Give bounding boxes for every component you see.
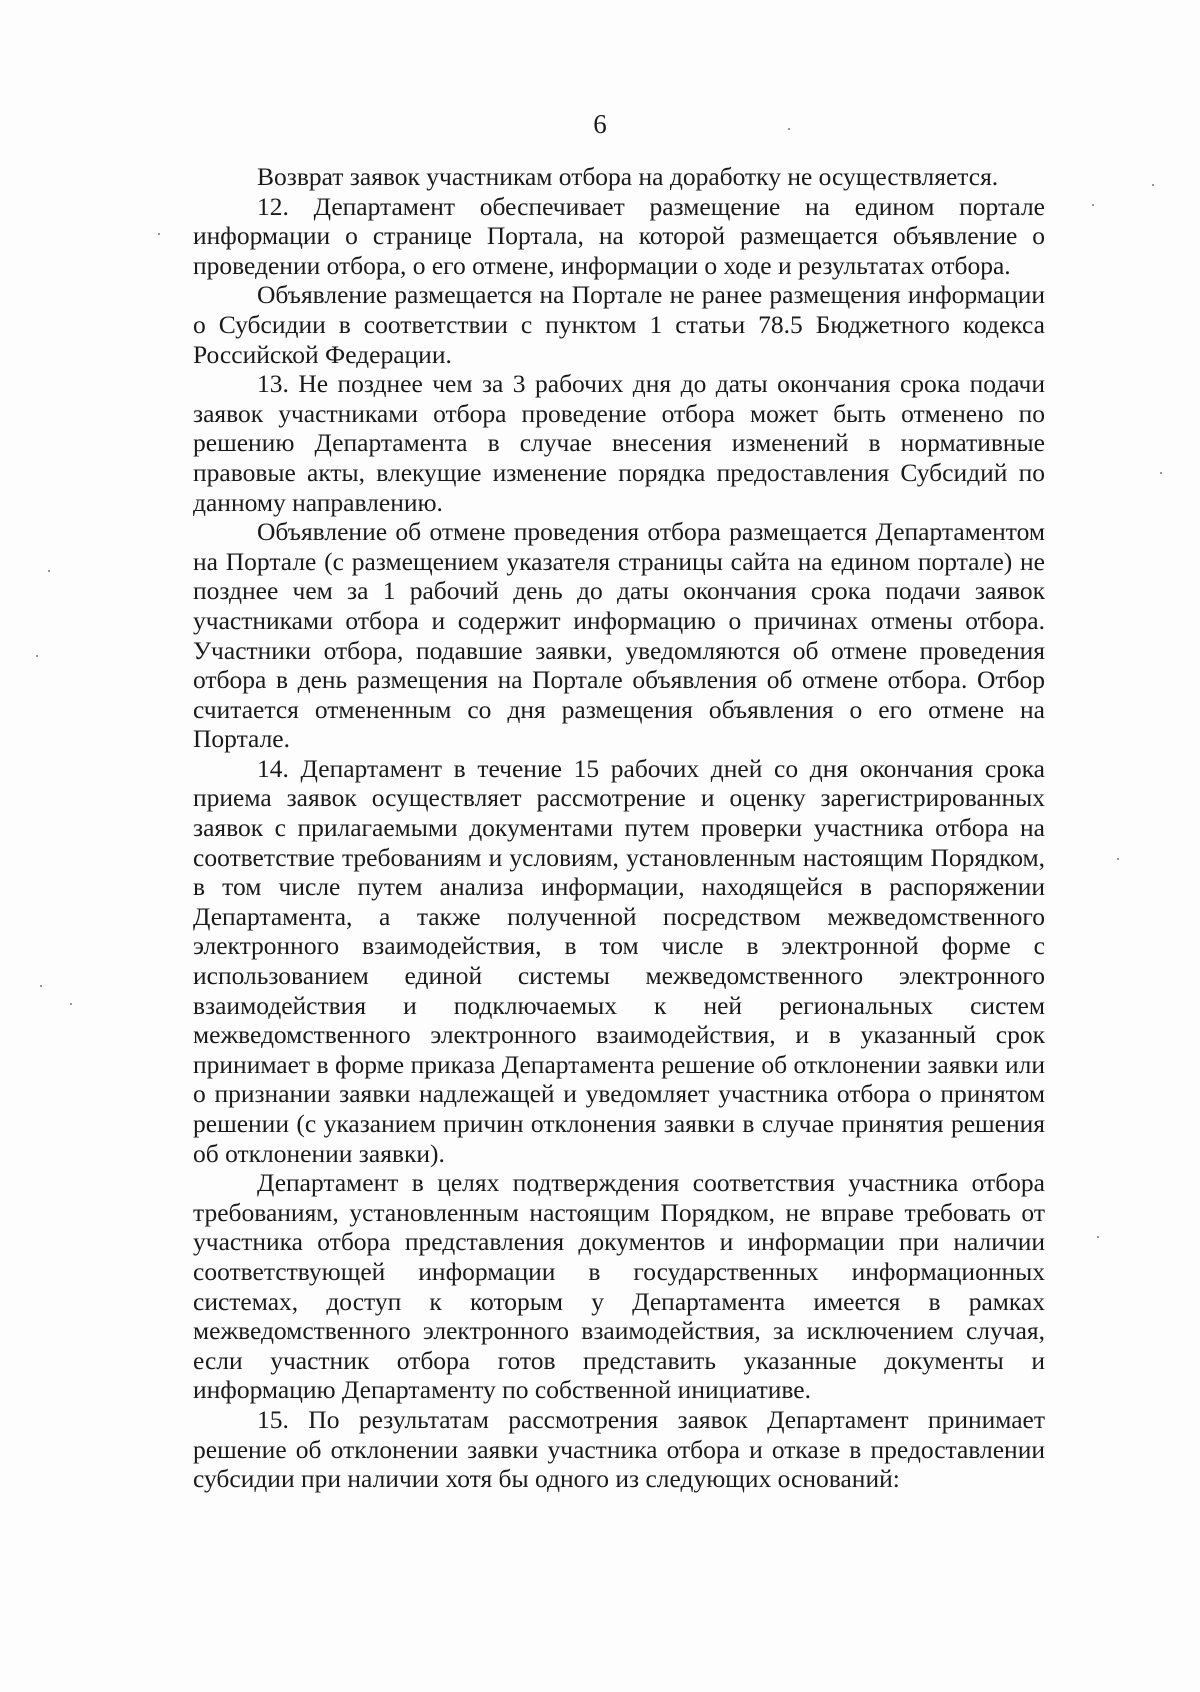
paragraph-announcement-placement: Объявление размещается на Портале не ранее размещения информации о Субсидии в соответствии с пунктом 1 статьи 78.5 Бюджетного кодекса Российской Федерации. — [193, 280, 1045, 369]
paragraph-item-14: 14. Департамент в течение 15 рабочих дней со дня окончания срока приема заявок осуществляет рассмотрение и оценку зарегистрированных заявок с прилагаемыми документами путем проверки участника отбора на соответствие требованиям и условиям, установленным настоящим Порядком, в том числе путем анализа информации, находящейся в распоряжении Департамента, а также полученной посредством межведомственного электронного взаимодействия, в том числе в электронной форме с использованием единой системы межведомственного электронного взаимодействия и подключаемых к ней региональных систем межведомственного электронного взаимодействия, и в указанный срок принимает в форме приказа Департамента решение об отклонении заявки или о признании заявки надлежащей и уведомляет участника отбора о принятом решении (с указанием причин отклонения заявки в случае принятия решения об отклонении заявки). — [193, 753, 1045, 1168]
document-body — [193, 162, 1045, 1494]
paragraph-cancellation-announcement: Объявление об отмене проведения отбора размещается Департаментом на Портале (с размещением указателя страницы сайта на едином портале) не позднее чем за 1 рабочий день до даты окончания срока подачи заявок участниками отбора и содержит информацию о причинах отмены отбора. Участники отбора, подавшие заявки, уведомляются об отмене проведения отбора в день размещения на Портале объявления об отмене отбора. Отбор считается отмененным со дня размещения объявления о его отмене на Портале. — [193, 517, 1045, 754]
scan-speck — [40, 985, 42, 987]
paragraph-item-13: 13. Не позднее чем за 3 рабочих дня до даты окончания срока подачи заявок участниками отбора проведение отбора может быть отменено по решению Департамента в случае внесения изменений в нормативные правовые акты, влекущие изменение порядка предоставления Субсидий по данному направлению. — [193, 369, 1045, 517]
scan-speck — [1097, 1236, 1099, 1238]
page-number: 6 — [593, 109, 607, 139]
scan-speck — [1160, 472, 1162, 474]
scan-speck — [1092, 204, 1094, 206]
scan-speck — [48, 570, 50, 572]
paragraph-item-15: 15. По результатам рассмотрения заявок Департамент принимает решение об отклонении заявки участника отбора и отказе в предоставлении субсидии при наличии хотя бы одного из следующих оснований: — [193, 1404, 1045, 1494]
scan-speck — [158, 233, 160, 235]
scan-speck — [36, 655, 38, 657]
scan-speck — [70, 1003, 72, 1005]
paragraph-return-of-applications: Возврат заявок участникам отбора на доработку не осуществляется. — [257, 162, 999, 191]
scan-speck — [788, 128, 790, 130]
paragraph-department-verification: Департамент в целях подтверждения соответствия участника отбора требованиям, установленным настоящим Порядком, не вправе требовать от участника отбора представления документов и информации при наличии соответствующей информации в государственных информационных системах, доступ к которым у Департамента имеется в рамках межведомственного электронного взаимодействия, за исключением случая, если участник отбора готов представить указанные документы и информацию Департаменту по собственной инициативе. — [193, 1168, 1045, 1405]
scan-speck — [1152, 184, 1154, 186]
paragraph-item-12: 12. Департамент обеспечивает размещение на едином портале информации о странице Портала, на которой размещается объявление о проведении отбора, о его отмене, информации о ходе и результатах отбора. — [193, 191, 1045, 280]
scan-speck — [1117, 858, 1119, 860]
